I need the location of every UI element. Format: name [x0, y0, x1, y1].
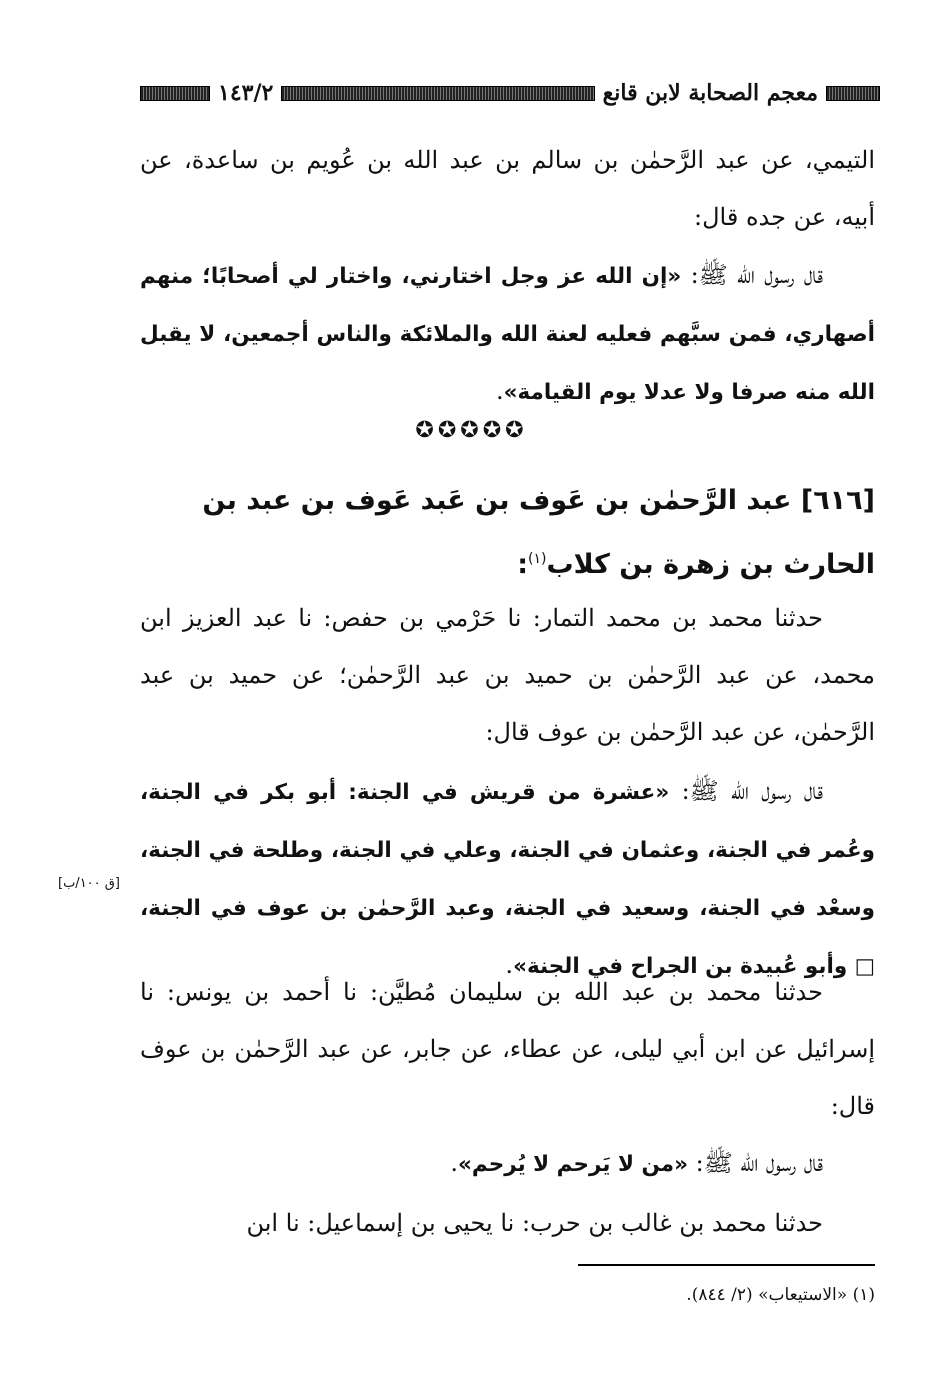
paragraph-isnad-1: حدثنا محمد بن محمد التمار: نا حَرْمي بن حفص: نا عبد العزيز ابن محمد، عن عبد الرَّحمٰن بن حميد بن عبد الرَّحمٰن؛ عن حميد بن عبد الرَّحمٰن، عن عبد الرَّحمٰن بن عوف قال: — [140, 604, 875, 746]
hadith-text: «من لا يَرحم لا يُرحم» — [457, 1152, 688, 1177]
hadith-text: «عشرة من قريش في الجنة: أبو بكر في الجنة، وعُمر في الجنة، وعثمان في الجنة، وعلي في الجنة، وطلحة في الجنة، وسعْد في الجنة، وسعيد في الجنة، وعبد الرَّحمٰن بن عوف في الجنة، □ وأبو عُبيدة بن الجراح في الجنة» — [140, 780, 875, 979]
running-header — [140, 76, 880, 110]
entry-heading — [140, 472, 875, 594]
header-rule-middle — [281, 86, 594, 101]
paragraph-isnad-3: حدثنا محمد بن غالب بن حرب: نا يحيى بن إسماعيل: نا ابن — [246, 1209, 823, 1237]
footnote: (١) «الاستيعاب» (٢/ ٨٤٤). — [686, 1285, 875, 1305]
entry-heading-text: [٦١٦] عبد الرَّحمٰن بن عَوف بن عَبد عَوف بن عبد بن الحارث بن زهرة بن كلاب — [202, 485, 875, 580]
paragraph-hadith-mercy — [140, 1135, 875, 1193]
book-title: معجم الصحابة لابن قانع — [602, 80, 818, 106]
hadith-end: . — [495, 377, 504, 405]
page-number: ١٤٣/٢ — [218, 80, 274, 106]
paragraph-isnad-continuation: التيمي، عن عبد الرَّحمٰن بن سالم بن عبد الله بن عُويم بن ساعدة، عن أبيه، عن جده قال: — [140, 146, 876, 231]
footnote-separator — [578, 1264, 875, 1266]
hadith-lead: قال رسول الله ﷺ: — [688, 1149, 823, 1177]
header-rule-right — [826, 86, 880, 101]
section-divider-ornament: ✪✪✪✪✪ — [415, 418, 528, 443]
paragraph-hadith-ten-promised — [140, 763, 875, 995]
paragraph-hadith-companions — [140, 247, 875, 421]
paragraph-isnad-2: حدثنا محمد بن عبد الله بن سليمان مُطيَّن: نا أحمد بن يونس: نا إسرائيل عن ابن أبي ليلى، عن عطاء، عن جابر، عن عبد الرَّحمٰن بن عوف قال: — [140, 978, 875, 1120]
header-rule-left — [140, 86, 210, 101]
hadith-lead: قال رسول الله ﷺ: — [669, 777, 824, 805]
hadith-lead: قال رسول الله ﷺ: — [681, 261, 824, 289]
hadith-end: . — [505, 951, 514, 979]
manuscript-folio-note: [ق ١٠٠/ب] — [58, 876, 120, 891]
footnote-marker[interactable]: (١) — [528, 551, 547, 567]
entry-heading-colon: : — [517, 549, 529, 580]
hadith-text: «إن الله عز وجل اختارني، واختار لي أصحابًا؛ منهم أصهاري، فمن سبَّهم فعليه لعنة الله والملائكة والناس أجمعين، لا يقبل الله منه صرفا ولا عدلا يوم القيامة» — [140, 264, 875, 405]
hadith-end: . — [450, 1149, 458, 1177]
